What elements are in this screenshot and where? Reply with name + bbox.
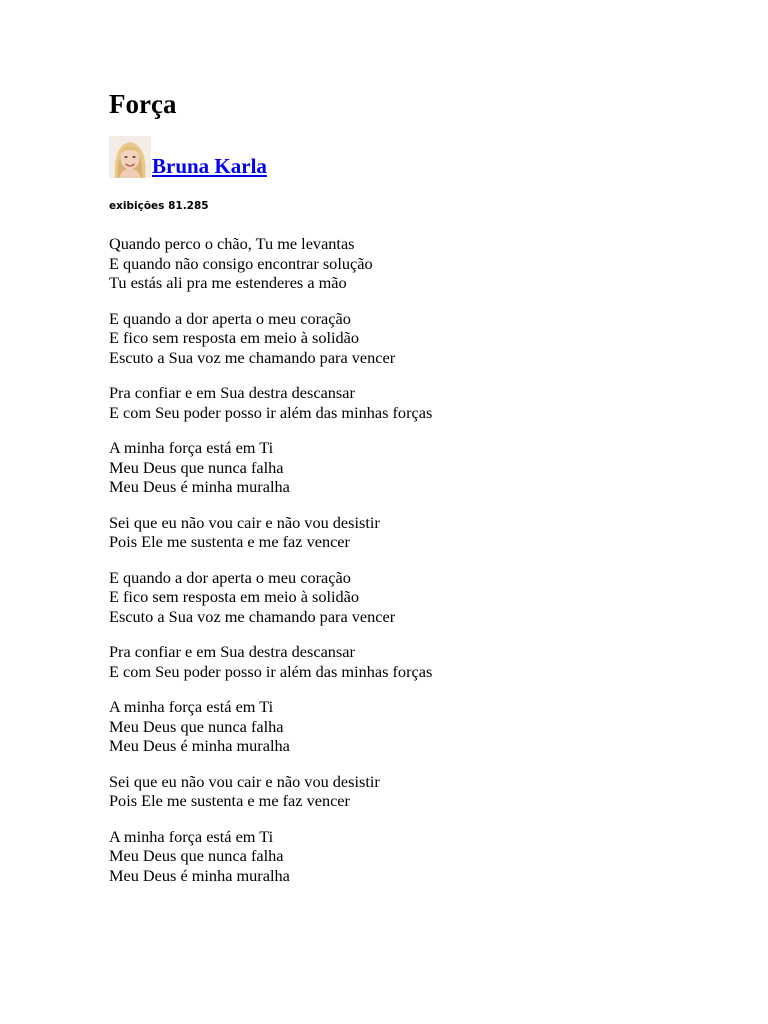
lyric-stanza [109, 309, 432, 368]
lyric-line: Meu Deus é minha muralha [109, 477, 290, 496]
lyrics-body [109, 234, 432, 901]
lyric-line: E quando a dor aperta o meu coração [109, 567, 351, 587]
lyric-line: Pois Ele me sustenta e me faz vencer [109, 791, 350, 810]
lyric-line: Escuto a Sua voz me chamando para vencer [109, 347, 396, 367]
lyric-line: Meu Deus que nunca falha [109, 846, 284, 865]
lyric-line: Meu Deus é minha muralha [109, 736, 290, 755]
artist-photo-icon[interactable] [109, 136, 151, 178]
lyric-line: E com Seu poder posso ir além das minhas forças [109, 402, 433, 422]
lyric-line: A minha força está em Ti [109, 826, 274, 846]
lyric-line: E fico sem resposta em meio à solidão [109, 328, 360, 347]
lyric-line: Meu Deus é minha muralha [109, 865, 290, 885]
lyric-stanza [109, 383, 432, 422]
view-count [109, 199, 209, 213]
lyric-line: Pra confiar e em Sua destra descansar [109, 642, 355, 661]
lyric-line: Tu estás ali pra me estenderes a mão [109, 273, 347, 292]
lyric-stanza [109, 513, 432, 552]
lyric-stanza [109, 568, 432, 627]
lyric-stanza [109, 234, 432, 293]
lyric-stanza [109, 642, 432, 681]
lyric-line: Sei que eu não vou cair e não vou desistir [109, 771, 380, 791]
lyric-line: Meu Deus que nunca falha [109, 457, 284, 477]
lyric-line: Escuto a Sua voz me chamando para vencer [109, 606, 396, 626]
lyric-stanza [109, 438, 432, 497]
lyric-line: Meu Deus que nunca falha [109, 716, 284, 736]
artist-link[interactable]: Bruna Karla [152, 154, 267, 178]
views-number: 81.285 [168, 200, 209, 212]
lyric-line: E quando não consigo encontrar solução [109, 253, 373, 273]
lyric-line: A minha força está em Ti [109, 697, 274, 716]
lyric-line: Sei que eu não vou cair e não vou desistir [109, 512, 380, 532]
lyric-line: Pois Ele me sustenta e me faz vencer [109, 532, 350, 551]
song-title: Força [109, 89, 177, 119]
lyric-line: E fico sem resposta em meio à solidão [109, 587, 360, 606]
lyric-stanza [109, 827, 432, 886]
views-label: exibições [109, 200, 165, 212]
lyric-stanza [109, 697, 432, 756]
artist-row [109, 134, 267, 178]
lyric-line: Quando perco o chão, Tu me levantas [109, 234, 355, 253]
lyric-line: Pra confiar e em Sua destra descansar [109, 383, 355, 402]
lyric-stanza [109, 772, 432, 811]
lyric-line: E quando a dor aperta o meu coração [109, 308, 351, 328]
lyric-line: E com Seu poder posso ir além das minhas forças [109, 661, 433, 681]
lyric-line: A minha força está em Ti [109, 438, 274, 457]
